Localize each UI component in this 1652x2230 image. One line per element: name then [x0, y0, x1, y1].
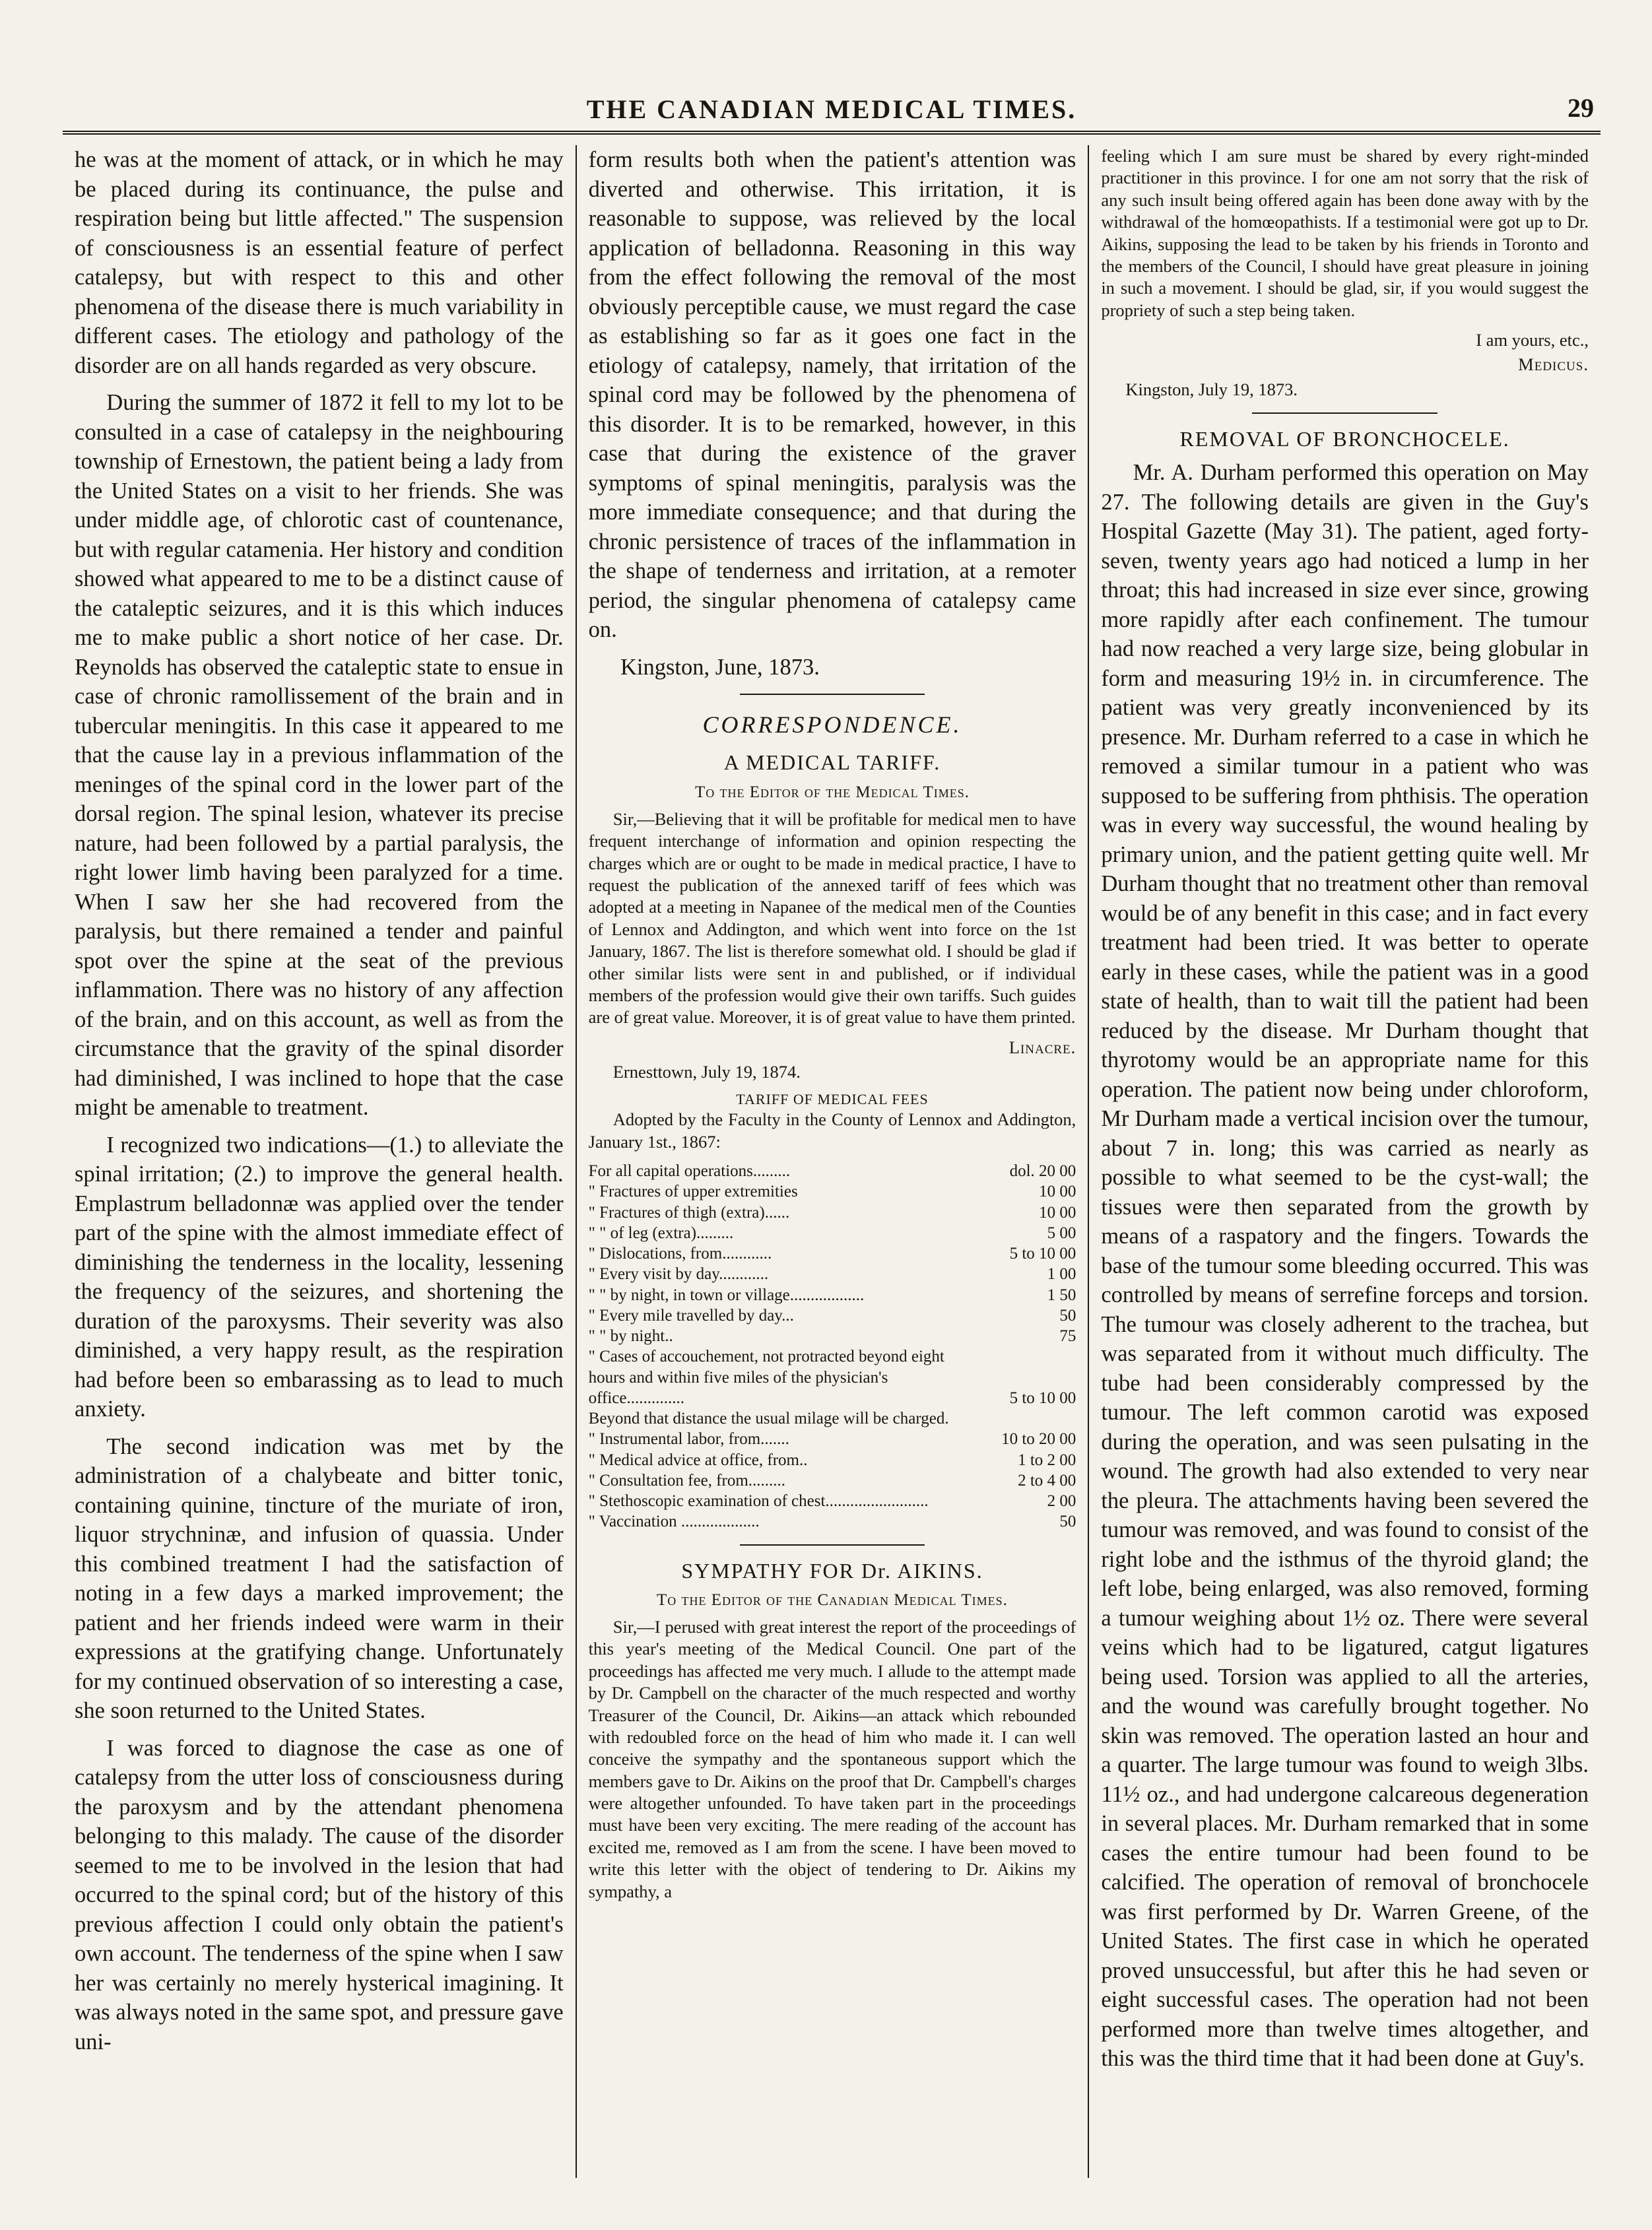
table-row — [589, 1470, 1076, 1491]
tariff-item: " Instrumental labor, from....... — [588, 1430, 789, 1449]
tariff-amount: 50 — [1059, 1306, 1076, 1325]
column-3 — [1088, 145, 1601, 2178]
tariff-item: For all capital operations......... — [588, 1162, 791, 1181]
paragraph: form results both when the patient's attention was diverted and otherwise. This irritation, it is reasonable to suppose, was relieved by the local application of belladonna. Reasoning in this way from the effect following the removal of the most obviously perceptible cause, we must regard the case as establishing so far as it goes one fact in the etiology of catalepsy, namely, that irritation of the spinal cord may be followed by the phenomena of this disorder. It is to be remarked, however, in this case that during the existence of the graver symptoms of spinal meningitis, paralysis was the more immediate consequence; and that during the chronic persistence of traces of the inflammation in the shape of tenderness and irritation, at a remoter period, the singular phenomena of catalepsy came on. — [588, 147, 1076, 642]
letter-signature: Medicus. — [1518, 354, 1589, 375]
table-row — [589, 1408, 1076, 1429]
table-row — [589, 1429, 1076, 1449]
tariff-amount: 75 — [1059, 1327, 1076, 1346]
divider — [740, 1544, 925, 1546]
tariff-item: " Fractures of thigh (extra)...... — [588, 1203, 790, 1222]
letter-body: Sir,—I perused with great interest the report of the proceedings of this year's meeting of the Medical Council. One part of the proceedings has affected me very much. I allude to the attempt made by Dr. Campbell on the character of the much respected and worthy Treasurer of the Council, Dr. Aikins—an attack which rebounded with redoubled force on the head of him who made it. I can well conceive the sympathy and the spontaneous support which the members gave to Dr. Aikins on the proof that Dr. Campbell's charges were altogether unfounded. To have taken part in the proceedings must have been very exciting. The mere reading of the account has excited me, removed as I am from the scene. I have been moved to write this letter with the object of tendering to Dr. Aikins my sympathy, a — [588, 1617, 1076, 1901]
tariff-item: " Consultation fee, from......... — [588, 1471, 786, 1490]
table-intro: Adopted by the Faculty in the County of Lennox and Addington, January 1st., 1867: — [588, 1109, 1076, 1152]
tariff-amount: 5 00 — [1047, 1224, 1076, 1242]
page-number: 29 — [1568, 93, 1594, 123]
tariff-amount: dol. 20 00 — [1009, 1162, 1076, 1181]
table-row — [589, 1223, 1076, 1243]
tariff-item: " Stethoscopic examination of chest......................... — [588, 1492, 929, 1511]
tariff-item: " " of leg (extra)......... — [588, 1224, 734, 1242]
letter-closing: I am yours, etc., — [1476, 330, 1589, 350]
paragraph: The second indication was met by the administration of a chalybeate and bitter tonic, containing quinine, tincture of the muriate of iron, liquor strychninæ, and infusion of quassia. Under this combined treatment I had the satisfaction of noting in a few days a marked improvement; the patient and her friends indeed were warm in their expressions at the gratifying change. Unfortunately for my continued observation of so interesting a case, she soon returned to the United States. — [75, 1433, 564, 1723]
tariff-item: Beyond that distance the usual milage will be charged. — [588, 1410, 949, 1428]
divider — [1252, 412, 1437, 414]
paragraph: During the summer of 1872 it fell to my lot to be consulted in a case of catalepsy in the neighbouring township of Ernestown, the patient being a lady from the United States on a visit to her friends. She was under middle age, of chlorotic cast of countenance, but with regular catamenia. Her history and condition showed what appeared to me to be a distinct cause of the cataleptic seizures, and it is this which induces me to make public a short notice of her case. Dr. Reynolds has observed the cataleptic state to ensue in case of chronic ramollissement of the brain and in tubercular meningitis. In this case it appeared to me that the cause lay in a previous inflammation of the meninges of the spinal cord in the lower part of the dorsal region. The spinal lesion, whatever its precise nature, had been followed by a partial paralysis, the right lower limb having been paralyzed for a time. When I saw her she had recovered from the paralysis, but there remained a tender and painful spot over the spine at the seat of the previous inflammation. There was no history of any affection of the brain, and on this account, as well as from the circumstance that the gravity of the spinal disorder had diminished, I was inclined to hope that the case might be amenable to treatment. — [75, 390, 564, 1120]
tariff-item: " Cases of accouchement, not protracted beyond eight hours and within five miles of the physician's office.............. — [588, 1348, 944, 1407]
tariff-amount: 1 50 — [1047, 1286, 1076, 1304]
tariff-amount: 10 00 — [1039, 1183, 1076, 1201]
tariff-item: " " by night, in town or village.................. — [588, 1286, 865, 1304]
letter-dateline: Kingston, July 19, 1873. — [1125, 379, 1298, 399]
table-row — [589, 1285, 1076, 1305]
letter-continuation: feeling which I am sure must be shared by every right-minded practitioner in this province. I for one am not sorry that the risk of any such insult being offered again has been done away with by the withdrawal of the homœopathists. If a testimonial were got up to Dr. Aikins, supposing the lead to be taken by his friends in Toronto and the members of the Council, I should have great pleasure in joining in such a movement. I should be glad, sir, if you would suggest the propriety of such a step being taken. — [1101, 146, 1589, 320]
table-row — [589, 1305, 1076, 1326]
letter-address: To the Editor of the Canadian Medical Times. — [657, 1591, 1008, 1609]
table-row — [589, 1161, 1076, 1181]
letter-heading: A MEDICAL TARIFF. — [723, 750, 941, 775]
tariff-item: " Medical advice at office, from.. — [588, 1451, 808, 1469]
letter-dateline: Ernesttown, July 19, 1874. — [612, 1062, 801, 1082]
table-row — [589, 1264, 1076, 1284]
table-row — [589, 1202, 1076, 1223]
tariff-amount: 10 to 20 00 — [1001, 1430, 1076, 1449]
tariff-amount: 10 00 — [1039, 1203, 1076, 1222]
table-title: TARIFF OF MEDICAL FEES — [736, 1091, 929, 1108]
tariff-table — [589, 1161, 1076, 1532]
letter-body: Sir,—Believing that it will be profitable for medical men to have frequent interchange of information and opinion respecting the charges which are or ought to be made in medical practice, I have to request the publication of the annexed tariff of fees which was adopted at a meeting in Napanee of the medical men of the Counties of Lennox and Addington, and which went into force on the 1st January, 1867. The list is therefore somewhat old. I should be glad if other similar lists were sent in and published, or if individual members of the profession would give their own tariffs. Such guides are of great value. Moreover, it is of great value to have them printed. — [588, 808, 1076, 1028]
tariff-item: " Fractures of upper extremities — [588, 1183, 798, 1201]
section-heading: CORRESPONDENCE. — [702, 711, 962, 738]
tariff-item: " Vaccination ................... — [588, 1513, 760, 1531]
tariff-item: " Every mile travelled by day... — [588, 1306, 794, 1325]
letter-address: To the Editor of the Medical Times. — [694, 783, 970, 801]
tariff-amount: 2 00 — [1047, 1492, 1076, 1511]
letter-signature: Linacre. — [1008, 1037, 1076, 1057]
table-row — [589, 1491, 1076, 1511]
letter-heading: SYMPATHY FOR Dr. AIKINS. — [681, 1558, 983, 1583]
columns — [63, 145, 1601, 2178]
tariff-amount: 50 — [1059, 1513, 1076, 1531]
column-2 — [576, 145, 1088, 2178]
table-row — [589, 1346, 1076, 1408]
article-body: Mr. A. Durham performed this operation on May 27. The following details are given in the Guy's Hospital Gazette (May 31). The patient, aged forty-seven, twenty years ago had noticed a lump in her throat; this had increased in size ever since, growing more rapidly after each confinement. The tumour had now reached a very large size, being globular in form and measuring 19½ in. in circumference. The patient was very greatly inconvenienced by its presence. Mr. Durham referred to a case in which he removed a similar tumour in a patient who was supposed to be suffering from phthisis. The operation was in every way successful, the wound healing by primary union, and the patient getting quite well. Mr Durham thought that no treatment other than removal would be of any benefit in this case; and in fact every treatment had been tried. It was better to operate early in these cases, while the patient was in a good state of health, than to wait till the patient had been reduced by the disease. Mr Durham thought that thyrotomy would be an appropriate name for this operation. The patient now being under chloroform, Mr Durham made a vertical incision over the tumour, about 7 in. long; this was carried as nearly as possible to what seemed to be the cyst-wall; the tissues were then separated from the growth by means of a raspatory and the fingers. Towards the base of the tumour some bleeding occurred. This was controlled by means of serrefine forceps and torsion. The tumour was closely adherent to the trachea, but was separated from it without much difficulty. The tube had been considerably compressed by the tumour. The left common carotid was exposed during the operation, and was seen pulsating in the wound. The growth had also extended to very near the pleura. The attachments having been severed the tumour was removed, and was found to consist of the right lobe and the isthmus of the thyroid gland; the left lobe, being enlarged, was also removed, forming a tumour weighing about 1½ oz. There were several veins which had to be ligatured, catgut ligatures being used. Torsion was applied to all the arteries, and the wound was carefully brought together. No skin was removed. The operation lasted an hour and a quarter. The large tumour was found to weigh 3lbs. 11½ oz., and had undergone calcareous degeneration in several places. Mr. Durham remarked that in some cases the entire tumour had been found to be calcified. The operation of removal of bronchocele was first performed by Dr. Warren Greene, of the United States. The first case in which he operated proved unsuccessful, but after this he had seven or eight successful cases. The operation had not been performed more than twelve times altogether, and this was the third time that it had been done at Guy's. — [1101, 460, 1589, 2072]
tariff-amount: 5 to 10 00 — [1009, 1389, 1076, 1407]
column-1 — [63, 145, 576, 2178]
article-heading: REMOVAL OF BRONCHOCELE. — [1179, 427, 1510, 451]
tariff-amount: 2 to 4 00 — [1018, 1471, 1076, 1490]
table-row — [589, 1243, 1076, 1264]
masthead — [63, 92, 1601, 135]
journal-title: THE CANADIAN MEDICAL TIMES. — [586, 94, 1077, 124]
paragraph: I recognized two indications—(1.) to alleviate the spinal irritation; (2.) to improve the general health. Emplastrum belladonnæ was applied over the tender part of the spine with the almost immediate effect of diminishing the tenderness in the locality, lessening the frequency of the seizures, and shortening the duration of the paroxysms. Their severity was also diminished, a very happy result, as the respiration had before been so embarassing as to lead to much anxiety. — [75, 1132, 564, 1422]
tariff-item: " Every visit by day............ — [588, 1265, 769, 1284]
dateline: Kingston, June, 1873. — [620, 654, 820, 680]
tariff-amount: 1 to 2 00 — [1018, 1451, 1076, 1469]
tariff-item: " " by night.. — [588, 1327, 673, 1346]
tariff-amount — [965, 1408, 1076, 1429]
table-row — [589, 1326, 1076, 1346]
tariff-amount: 1 00 — [1047, 1265, 1076, 1284]
table-row — [589, 1181, 1076, 1202]
tariff-amount: 5 to 10 00 — [1009, 1245, 1076, 1263]
table-row — [589, 1450, 1076, 1470]
table-row — [589, 1511, 1076, 1532]
paragraph: I was forced to diagnose the case as one of catalepsy from the utter loss of consciousness during the paroxysm and by the attendant phenomena belonging to this malady. The cause of the disorder seemed to me to be involved in the lesion that had occurred to the spinal cord; but of the history of this previous affection I could only obtain the patient's own account. The tenderness of the spine when I saw her was certainly no merely hysterical imagining. It was always noted in the same spot, and pressure gave uni- — [75, 1735, 564, 2054]
tariff-item: " Dislocations, from............ — [588, 1245, 772, 1263]
paragraph: he was at the moment of attack, or in which he may be placed during its continuance, the pulse and respiration being but little affected." The suspension of consciousness is an essential feature of perfect catalepsy, but with respect to this and other phenomena of the disease there is much variability in different cases. The etiology and pathology of the disorder are on all hands regarded as very obscure. — [75, 147, 564, 378]
newspaper-page — [63, 92, 1601, 2178]
divider — [740, 694, 925, 695]
